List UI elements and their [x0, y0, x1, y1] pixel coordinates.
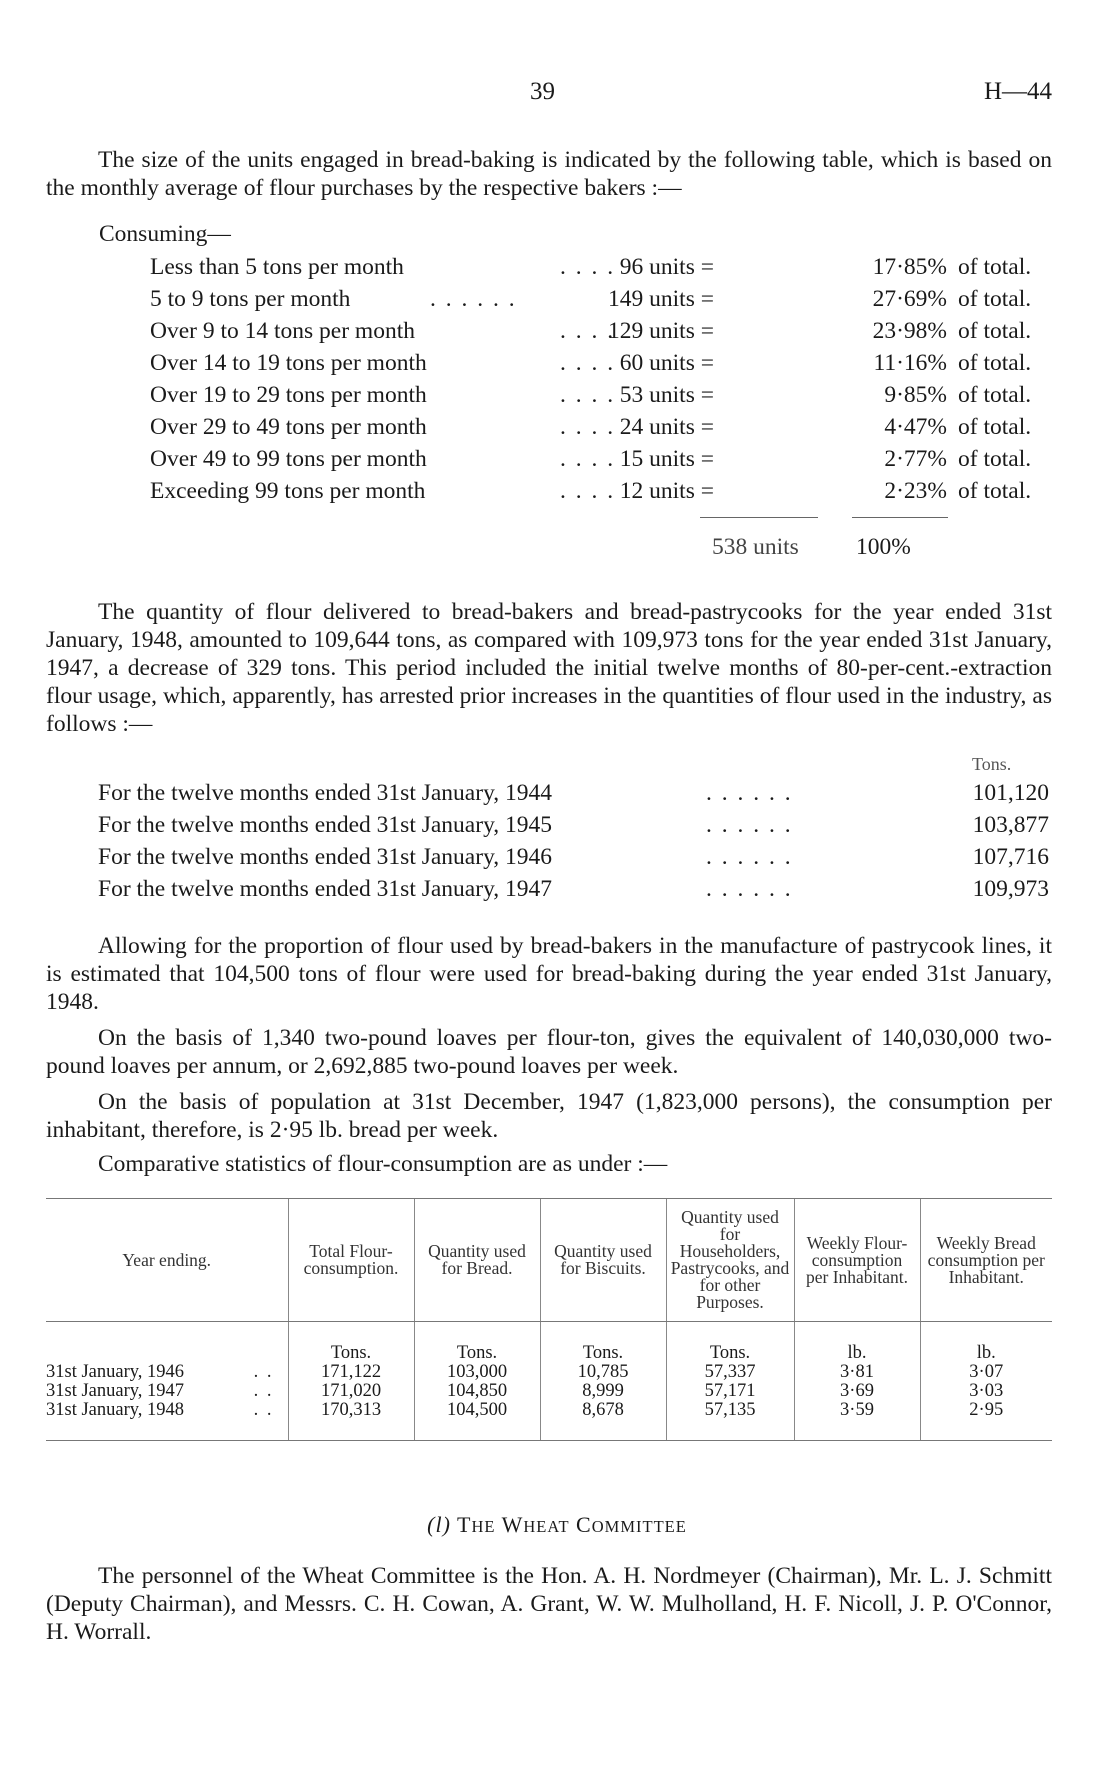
leader-dots: . . . . . . [706, 876, 793, 902]
leader-dots: . . [253, 1400, 274, 1420]
year-cell [46, 1382, 288, 1401]
consumption-row [0, 446, 1114, 478]
total-cell: 171,020 [288, 1382, 414, 1401]
section-number: (l) [427, 1512, 451, 1537]
percent-suffix: of total. [958, 414, 1032, 440]
allowing-paragraph: Allowing for the proportion of flour used by bread-bakers in the manufacture of pastrycook lines, it is estimated that 104,500 tons of flour were used for bread-baking during the year ended 31st January, 1948. [46, 933, 1052, 1015]
year-text: 31st January, 1947 [46, 1381, 185, 1401]
percent-value: 23·98% [872, 318, 947, 344]
leader-dots: . . . . . . [706, 812, 793, 838]
page-number: 39 [530, 78, 555, 105]
row-label: For the twelve months ended 31st January, 1945 [98, 812, 553, 838]
other-cell: 57,171 [666, 1382, 794, 1401]
col-header-bread-per-inhabitant: Weekly Bread consumption per Inhabitant. [920, 1199, 1052, 1322]
percent-suffix: of total. [958, 318, 1032, 344]
table-units-row [46, 1322, 1052, 1364]
consumption-row [0, 350, 1114, 382]
document-reference: H—44 [983, 78, 1052, 105]
bread-per-inhabitant-cell: 3·07 [920, 1363, 1052, 1382]
leader-dots: . . . . [560, 318, 616, 344]
row-label: For the twelve months ended 31st January, 1947 [98, 876, 553, 902]
bread-cell: 104,850 [414, 1382, 540, 1401]
units-count: 96 units = [619, 254, 714, 280]
loaves-basis-paragraph: On the basis of 1,340 two-pound loaves per flour-ton, gives the equivalent of 140,030,000 two-pound loaves per annum, or 2,692,885 two-pound loaves per week. [46, 1025, 1052, 1079]
consumption-row [0, 414, 1114, 446]
unit-cell: Tons. [540, 1322, 666, 1364]
year-row [0, 844, 1114, 874]
row-label: Less than 5 tons per month [150, 254, 404, 280]
biscuits-cell: 8,678 [540, 1401, 666, 1441]
unit-cell: lb. [920, 1322, 1052, 1364]
leader-dots: . . [253, 1381, 274, 1401]
flour-delivered-paragraph: The quantity of flour delivered to bread-bakers and bread-pastrycooks for the year ended 31st January, 1948, amounted to 109,644 tons, as compared with 109,973 tons for the year ended 31st January, 1947, a decrease of 329 tons. This period included the initial twelve months of 80-per-cent.-extraction flour usage, which, apparently, has arrested prior increases in the quantities of flour used in the industry, as follows :— [46, 599, 1052, 737]
committee-paragraph: The personnel of the Wheat Committee is the Hon. A. H. Nordmeyer (Chairman), Mr. L. J. Schmitt (Deputy Chairman), and Messrs. C. H. Cowan, A. Grant, W. W. Mulholland, H. F. Nicoll, J. P. O'Connor, H. Worrall. [46, 1563, 1052, 1645]
biscuits-cell: 10,785 [540, 1363, 666, 1382]
col-header-total: Total Flour-consumption. [288, 1199, 414, 1322]
percent-value: 27·69% [872, 286, 947, 312]
consumption-row [0, 318, 1114, 350]
leader-dots: . . . . [560, 478, 616, 504]
row-label: Over 19 to 29 tons per month [150, 382, 427, 408]
percent-value: 4·47% [884, 414, 947, 440]
consumption-row [0, 478, 1114, 510]
row-label: Over 29 to 49 tons per month [150, 414, 427, 440]
other-cell: 57,135 [666, 1401, 794, 1441]
table-row [46, 1382, 1052, 1401]
bread-per-inhabitant-cell: 3·03 [920, 1382, 1052, 1401]
leader-dots: . . . . . . [706, 780, 793, 806]
percent-value: 2·23% [884, 478, 947, 504]
total-percent: 100% [856, 534, 911, 560]
total-rule-percent [852, 517, 948, 518]
consumption-row [0, 254, 1114, 286]
tons-value: 101,120 [972, 780, 1049, 806]
total-rule-units [700, 517, 818, 518]
flour-per-inhabitant-cell: 3·59 [794, 1401, 920, 1441]
other-cell: 57,337 [666, 1363, 794, 1382]
row-label: For the twelve months ended 31st January, 1944 [98, 780, 553, 806]
table-row [46, 1401, 1052, 1441]
year-cell [46, 1363, 288, 1382]
leader-dots: . . . . [560, 382, 616, 408]
leader-dots: . . . . . . [706, 844, 793, 870]
table-row [46, 1363, 1052, 1382]
bread-cell: 104,500 [414, 1401, 540, 1441]
title-small-caps: OMMITTEE [591, 1517, 687, 1536]
percent-value: 17·85% [872, 254, 947, 280]
percent-suffix: of total. [958, 382, 1032, 408]
tons-heading: Tons. [972, 754, 1012, 774]
percent-suffix: of total. [958, 446, 1032, 472]
percent-suffix: of total. [958, 478, 1032, 504]
row-label: Over 49 to 99 tons per month [150, 446, 427, 472]
flour-per-inhabitant-cell: 3·69 [794, 1382, 920, 1401]
unit-cell: lb. [794, 1322, 920, 1364]
leader-dots: . . . . [560, 414, 616, 440]
year-row [0, 780, 1114, 810]
consumption-row [0, 286, 1114, 318]
unit-cell: Tons. [288, 1322, 414, 1364]
units-count: 24 units = [619, 414, 714, 440]
year-row [0, 876, 1114, 906]
row-label: Exceeding 99 tons per month [150, 478, 426, 504]
col-header-flour-per-inhabitant: Weekly Flour-consumption per Inhabitant. [794, 1199, 920, 1322]
title-small-caps: HE [471, 1517, 496, 1536]
percent-suffix: of total. [958, 254, 1032, 280]
percent-value: 11·16% [873, 350, 947, 376]
unit-cell: Tons. [666, 1322, 794, 1364]
year-cell [46, 1401, 288, 1441]
percent-suffix: of total. [958, 286, 1032, 312]
percent-suffix: of total. [958, 350, 1032, 376]
intro-paragraph: The size of the units engaged in bread-baking is indicated by the following table, which is based on the monthly average of flour purchases by the respective bakers :— [46, 147, 1052, 201]
year-row [0, 812, 1114, 842]
title-small-caps: HEAT [523, 1517, 570, 1536]
col-header-other: Quantity used for Householders, Pastrycooks, and for other Purposes. [666, 1199, 794, 1322]
consumption-row [0, 382, 1114, 414]
unit-cell: Tons. [414, 1322, 540, 1364]
row-label: Over 14 to 19 tons per month [150, 350, 427, 376]
leader-dots: . . . . [560, 446, 616, 472]
flour-consumption-table [46, 1198, 1052, 1441]
units-count: 149 units = [608, 286, 714, 312]
tons-value: 103,877 [972, 812, 1049, 838]
section-title [457, 1512, 687, 1537]
percent-value: 9·85% [884, 382, 947, 408]
tons-value: 107,716 [972, 844, 1049, 870]
row-label: 5 to 9 tons per month [150, 286, 351, 312]
title-initial: C [576, 1512, 592, 1537]
page-header [0, 78, 1114, 108]
bread-per-inhabitant-cell: 2·95 [920, 1401, 1052, 1441]
year-text: 31st January, 1948 [46, 1400, 185, 1420]
unit-cell [46, 1322, 288, 1364]
section-heading [0, 1512, 1114, 1538]
total-cell: 170,313 [288, 1401, 414, 1441]
biscuits-cell: 8,999 [540, 1382, 666, 1401]
total-cell: 171,122 [288, 1363, 414, 1382]
units-count: 15 units = [619, 446, 714, 472]
bread-cell: 103,000 [414, 1363, 540, 1382]
tons-value: 109,973 [972, 876, 1049, 902]
row-label: For the twelve months ended 31st January, 1946 [98, 844, 553, 870]
flour-per-inhabitant-cell: 3·81 [794, 1363, 920, 1382]
title-initial: W [501, 1512, 524, 1537]
title-initial: T [457, 1512, 472, 1537]
percent-value: 2·77% [884, 446, 947, 472]
consuming-heading: Consuming— [99, 221, 231, 247]
table-header-row [46, 1199, 1052, 1322]
leader-dots: . . . . [560, 254, 616, 280]
row-label: Over 9 to 14 tons per month [150, 318, 415, 344]
units-count: 60 units = [619, 350, 714, 376]
leader-dots: . . [253, 1362, 274, 1382]
units-count: 12 units = [619, 478, 714, 504]
col-header-year: Year ending. [46, 1199, 288, 1322]
col-header-bread: Quantity used for Bread. [414, 1199, 540, 1322]
units-count: 53 units = [619, 382, 714, 408]
leader-dots: . . . . . . [430, 286, 517, 312]
col-header-biscuits: Quantity used for Biscuits. [540, 1199, 666, 1322]
comparative-paragraph: Comparative statistics of flour-consumption are as under :— [98, 1151, 668, 1177]
leader-dots: . . . . [560, 350, 616, 376]
population-paragraph: On the basis of population at 31st December, 1947 (1,823,000 persons), the consumption per inhabitant, therefore, is 2·95 lb. bread per week. [46, 1089, 1052, 1143]
year-text: 31st January, 1946 [46, 1362, 185, 1382]
total-units: 538 units [712, 534, 799, 560]
units-count: 129 units = [608, 318, 714, 344]
